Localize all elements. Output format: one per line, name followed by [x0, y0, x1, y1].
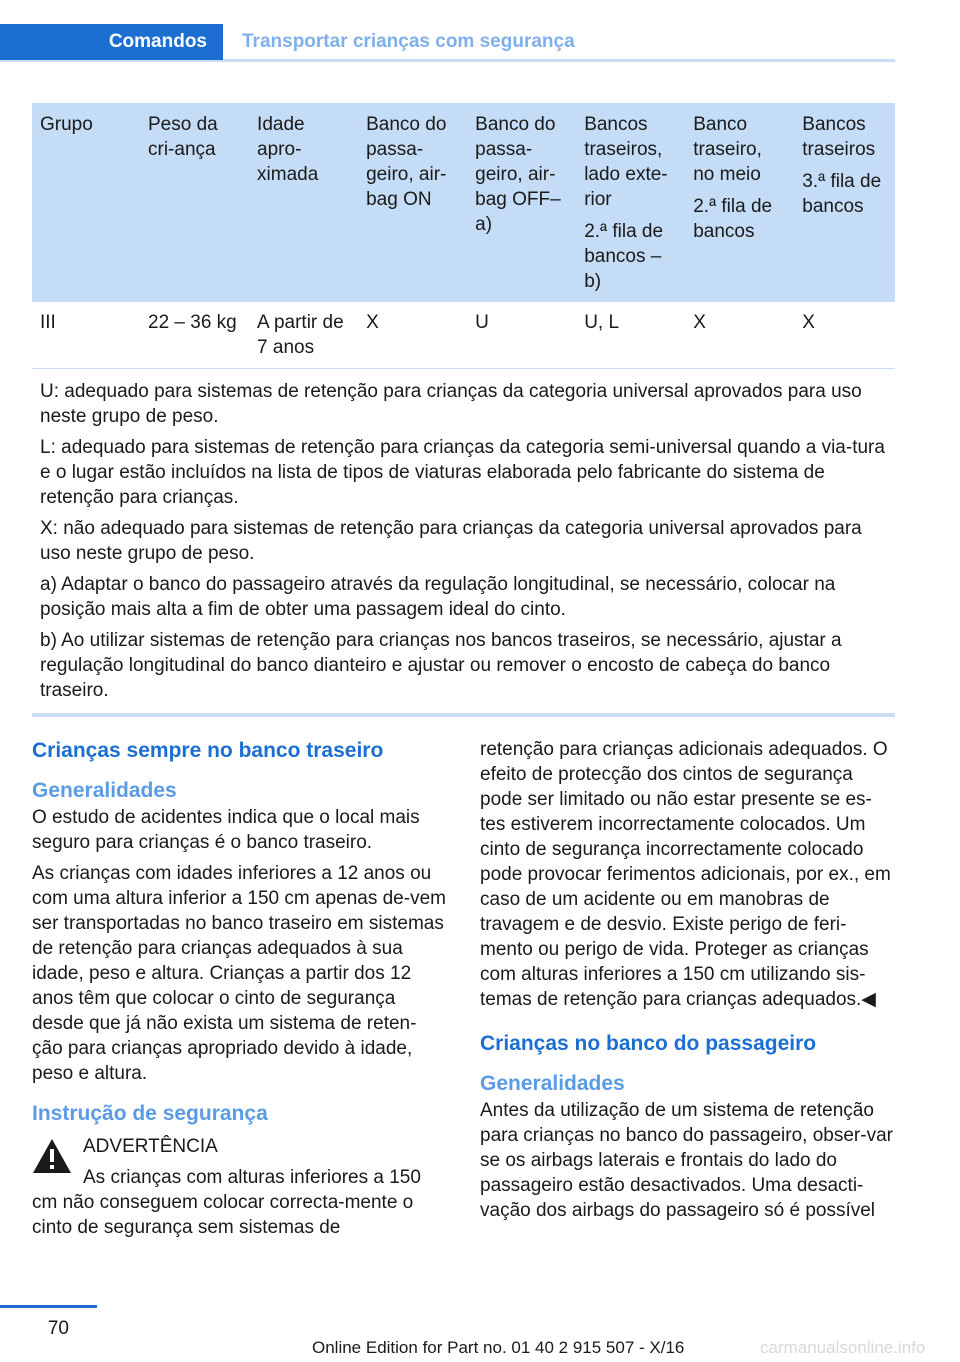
table-cell: 22 – 36 kg	[140, 302, 249, 369]
edition-note: Online Edition for Part no. 01 40 2 915 507 - X/16	[312, 1338, 685, 1357]
page-number: 70	[47, 1318, 69, 1339]
header-cell: Bancos traseiros, lado exte-rior 2.ª fila de bancos – b)	[576, 103, 685, 302]
paragraph: Antes da utilização de um sistema de retenção para crianças no banco do passageiro, obser-var se os airbags laterais e frontais do lado do passageiro estão desactivados. Uma desacti-vação dos airbags do passageiro só é possível	[480, 1100, 893, 1221]
section-heading: Crianças sempre no banco traseiro	[32, 739, 384, 762]
table-row	[32, 302, 895, 369]
table-cell: U	[467, 302, 576, 369]
subheading: Generalidades	[480, 1072, 625, 1095]
header-cell: Peso da cri-ança	[140, 103, 249, 302]
watermark: carmanualsonline.info	[760, 1338, 926, 1357]
table-notes-row	[32, 369, 895, 716]
warning-triangle-icon	[32, 1138, 72, 1174]
paragraph: retenção para crianças adicionais adequados. O efeito de protecção dos cintos de segurança pode ser limitado ou não estar presente se es-tes estiverem incorrectamente colocados. Um cinto de segurança incorrectamente colocado pode provocar ferimentos adicionais, por ex., em caso de um acidente ou em manobras de travagem e de desvio. Existe perigo de feri-mento ou perigo de vida. Proteger as crianças com alturas inferiores a 150 cm utilizando sis-temas de retenção para crianças adequados.◀	[480, 739, 891, 1010]
warning-title: ADVERTÊNCIA	[83, 1136, 218, 1157]
right-column	[480, 737, 894, 1229]
paragraph: O estudo de acidentes indica que o local mais seguro para crianças é o banco traseiro.	[32, 807, 420, 853]
header-cell: Grupo	[32, 103, 140, 302]
table-notes	[32, 369, 895, 716]
note-x: X: não adequado para sistemas de retenção para crianças da categoria universal aprovados para uso neste grupo de peso.	[40, 518, 862, 564]
header-cell: Idade apro-ximada	[249, 103, 358, 302]
page-header	[0, 24, 895, 62]
warning-block	[32, 1134, 446, 1240]
safety-heading: Instrução de segurança	[32, 1102, 268, 1125]
table-cell: A partir de 7 anos	[249, 302, 358, 369]
section-heading: Crianças no banco do passageiro	[480, 1032, 817, 1055]
table-cell: X	[358, 302, 467, 369]
child-seat-table	[32, 103, 895, 717]
section-tab: Comandos	[0, 24, 223, 60]
header-cell: Banco do passa-geiro, air-bag ON	[358, 103, 467, 302]
note-l: L: adequado para sistemas de retenção para crianças da categoria semi-universal quando a via-tura e o lugar estão incluídos na lista de tipos de viaturas elaborada pelo fabricante do sistema de retenção para crianças.	[40, 437, 885, 508]
warning-text: As crianças com alturas inferiores a 150 cm não conseguem colocar correcta-mente o cinto de segurança sem sistemas de	[32, 1167, 421, 1238]
table-cell: X	[794, 302, 895, 369]
paragraph: As crianças com idades inferiores a 12 anos ou com uma altura inferior a 150 cm apenas de-vem ser transportadas no banco traseiro em sistemas de retenção para crianças adequados à sua idade, peso e altura. Crianças a partir dos 12 anos têm que colocar o cinto de segurança desde que já não exista um sistema de reten-ção para crianças apropriado devido à idade, peso e altura.	[32, 863, 446, 1084]
subheading: Generalidades	[32, 779, 177, 802]
table-cell: U, L	[576, 302, 685, 369]
header-cell: Bancos traseiros 3.ª fila de bancos	[794, 103, 895, 302]
table-cell: X	[685, 302, 794, 369]
header-cell: Banco traseiro, no meio 2.ª fila de bancos	[685, 103, 794, 302]
table-header-row	[32, 103, 895, 302]
footer-rule	[0, 1305, 97, 1308]
note-a: a) Adaptar o banco do passageiro através da regulação longitudinal, se necessário, colocar na posição mais alta a fim de obter uma passagem ideal do cinto.	[40, 574, 836, 620]
table-cell: III	[32, 302, 140, 369]
note-b: b) Ao utilizar sistemas de retenção para crianças nos bancos traseiros, se necessário, ajustar a regulação longitudinal do banco dianteiro e ajustar ou remover o encosto de cabeça do banco traseiro.	[40, 630, 842, 701]
topic-title: Transportar crianças com segurança	[242, 31, 575, 52]
header-cell: Banco do passa-geiro, air-bag OFF– a)	[467, 103, 576, 302]
left-column	[32, 737, 446, 1240]
note-u: U: adequado para sistemas de retenção para crianças da categoria universal aprovados para uso neste grupo de peso.	[40, 381, 862, 427]
